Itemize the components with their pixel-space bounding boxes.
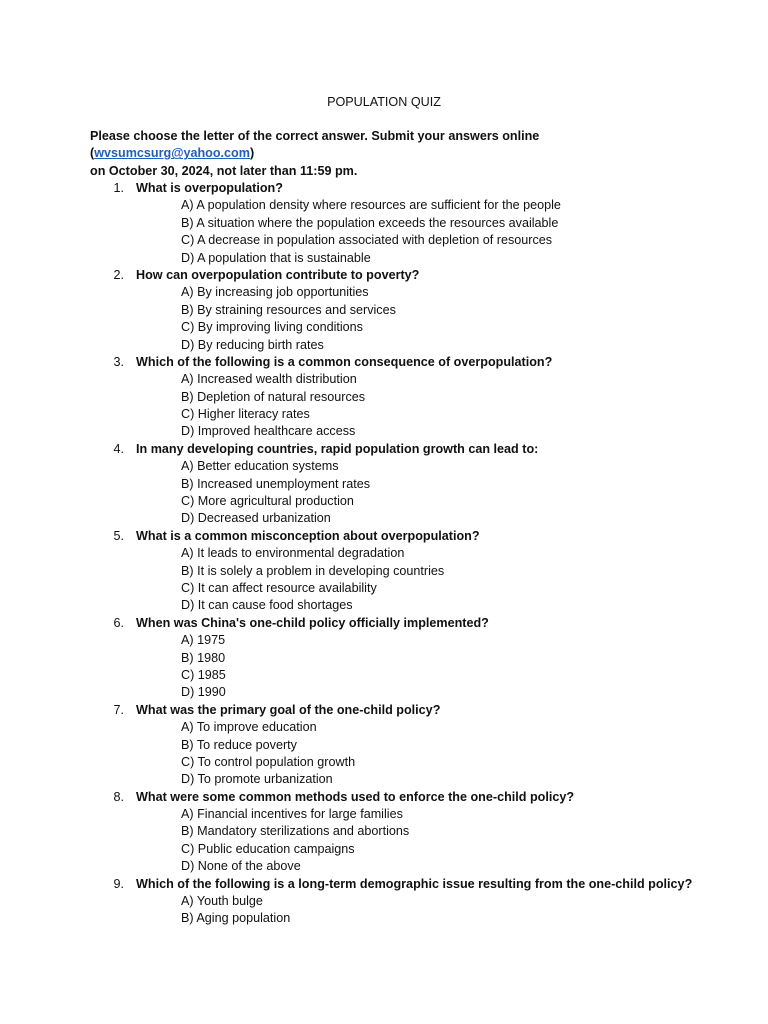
question-text: When was China's one-child policy officially implemented? bbox=[136, 615, 489, 630]
answer-option: B) Aging population bbox=[181, 911, 291, 926]
question-number: 5. bbox=[113, 528, 124, 543]
instructions-line-2: on October 30, 2024, not later than 11:59 pm. bbox=[90, 163, 358, 178]
answer-option: D) To promote urbanization bbox=[181, 772, 333, 787]
answer-option: B) Increased unemployment rates bbox=[181, 476, 370, 491]
question-item bbox=[0, 528, 768, 615]
question-number: 6. bbox=[113, 615, 124, 630]
question-item bbox=[0, 267, 768, 354]
answer-option: D) It can cause food shortages bbox=[181, 598, 353, 613]
question-text: What were some common methods used to enforce the one-child policy? bbox=[136, 789, 575, 804]
question-item bbox=[0, 441, 768, 528]
answer-option: A) A population density where resources are sufficient for the people bbox=[181, 198, 561, 213]
question-text: Which of the following is a long-term demographic issue resulting from the one-child policy? bbox=[136, 876, 693, 891]
question-text: What is overpopulation? bbox=[136, 181, 283, 195]
answer-option: B) By straining resources and services bbox=[181, 302, 396, 317]
question-item bbox=[0, 180, 768, 267]
question-text: How can overpopulation contribute to poverty? bbox=[136, 267, 420, 282]
question-line bbox=[0, 876, 768, 893]
answer-option: C) Public education campaigns bbox=[181, 841, 355, 856]
question-line bbox=[0, 354, 768, 371]
question-number: 7. bbox=[113, 702, 124, 717]
answer-option: A) Better education systems bbox=[181, 459, 339, 474]
question-number: 2. bbox=[113, 267, 124, 282]
answer-option: B) Mandatory sterilizations and abortions bbox=[181, 824, 410, 839]
answer-option: C) It can affect resource availability bbox=[181, 580, 377, 595]
question-item bbox=[0, 615, 768, 702]
answer-option: B) 1980 bbox=[181, 650, 226, 665]
answer-option: B) Depletion of natural resources bbox=[181, 389, 366, 404]
answer-option: C) A decrease in population associated with depletion of resources bbox=[181, 233, 553, 248]
question-number: 9. bbox=[113, 876, 124, 891]
answer-option: D) By reducing birth rates bbox=[181, 337, 324, 352]
question-number: 4. bbox=[113, 441, 124, 456]
question-item bbox=[0, 702, 768, 789]
question-number: 3. bbox=[113, 354, 124, 369]
question-line bbox=[0, 789, 768, 806]
answer-option: A) To improve education bbox=[181, 720, 317, 735]
question-line bbox=[0, 528, 768, 545]
answer-option: D) Improved healthcare access bbox=[181, 424, 356, 439]
answer-option: A) Youth bulge bbox=[181, 894, 263, 909]
question-list bbox=[0, 180, 768, 928]
question-number: 1. bbox=[113, 181, 124, 195]
answer-option: D) A population that is sustainable bbox=[181, 250, 371, 265]
question-item bbox=[0, 354, 768, 441]
instructions-text: Please choose the letter of the correct answer. Submit your answers online ( bbox=[90, 129, 540, 161]
email-link[interactable]: wvsumcsurg@yahoo.com bbox=[94, 146, 250, 161]
answer-option: C) More agricultural production bbox=[181, 494, 354, 509]
answer-option: D) None of the above bbox=[181, 859, 301, 874]
answer-option: D) Decreased urbanization bbox=[181, 511, 331, 526]
question-line bbox=[0, 180, 768, 197]
quiz-title: POPULATION QUIZ bbox=[327, 95, 441, 109]
answer-option: B) To reduce poverty bbox=[181, 737, 297, 752]
instructions-line-1 bbox=[90, 128, 690, 163]
question-line bbox=[0, 615, 768, 632]
question-line bbox=[0, 441, 768, 458]
answer-option: A) By increasing job opportunities bbox=[181, 285, 369, 300]
instructions bbox=[90, 128, 690, 180]
question-text: What is a common misconception about overpopulation? bbox=[136, 528, 480, 543]
answer-option: C) By improving living conditions bbox=[181, 320, 363, 335]
question-number: 8. bbox=[113, 789, 124, 804]
question-line bbox=[0, 702, 768, 719]
answer-option: A) Increased wealth distribution bbox=[181, 372, 357, 387]
answer-option: B) A situation where the population exceeds the resources available bbox=[181, 215, 559, 230]
question-text: Which of the following is a common consequence of overpopulation? bbox=[136, 354, 553, 369]
answer-option: A) It leads to environmental degradation bbox=[181, 546, 405, 561]
answer-option: A) 1975 bbox=[181, 633, 226, 648]
question-line bbox=[0, 267, 768, 284]
answer-option: B) It is solely a problem in developing countries bbox=[181, 563, 445, 578]
answer-option: C) Higher literacy rates bbox=[181, 407, 310, 422]
question-item bbox=[0, 876, 768, 928]
answer-option: A) Financial incentives for large families bbox=[181, 807, 403, 822]
question-item bbox=[0, 789, 768, 876]
instructions-closing-paren: ) bbox=[249, 146, 255, 161]
question-text: What was the primary goal of the one-child policy? bbox=[136, 702, 441, 717]
question-text: In many developing countries, rapid population growth can lead to: bbox=[136, 441, 539, 456]
answer-option: D) 1990 bbox=[181, 685, 226, 700]
answer-option: C) 1985 bbox=[181, 667, 226, 682]
answer-option: C) To control population growth bbox=[181, 754, 356, 769]
